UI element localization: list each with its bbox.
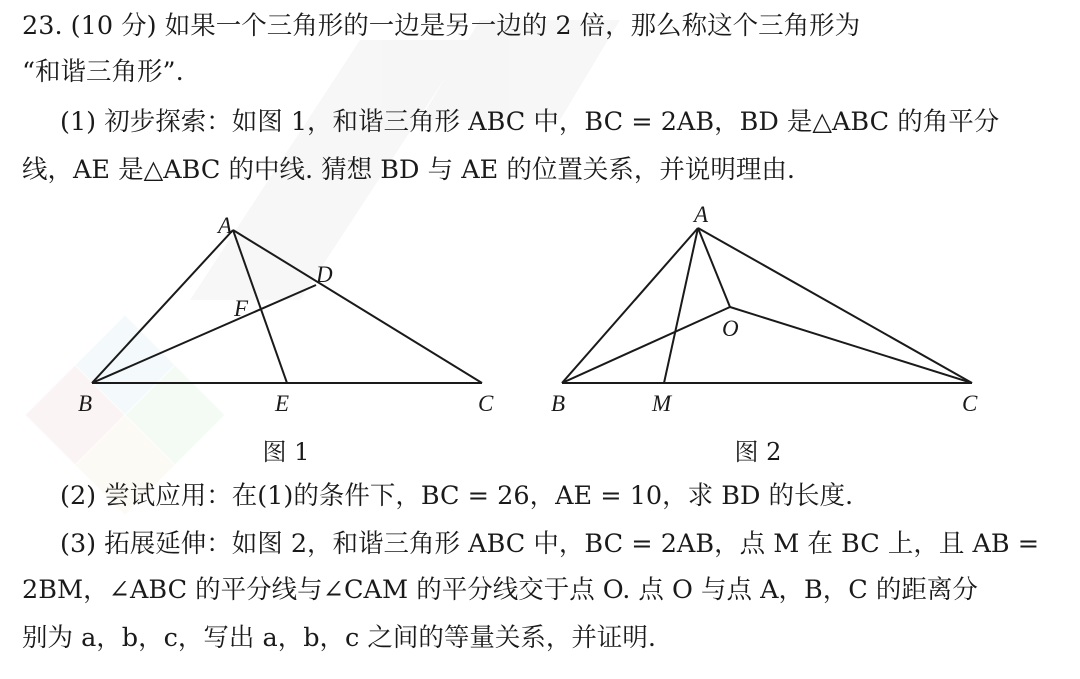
part1-line1: (1) 初步探索：如图 1，和谐三角形 ABC 中，BC = 2AB，BD 是△ABC 的角平分 [60, 107, 1000, 137]
figure2-caption: 图 2 [734, 438, 782, 466]
fig2-segment-ab [562, 228, 698, 383]
fig2-label-c: C [962, 391, 978, 416]
figure2-diagram [562, 228, 972, 383]
fig2-label-a: A [694, 202, 709, 227]
figure1-diagram [92, 230, 482, 383]
figure1-labels [78, 213, 494, 416]
fig2-segment-co [730, 307, 972, 383]
fig2-label-b: B [551, 391, 566, 416]
fig2-segment-ac [698, 228, 972, 383]
fig1-label-f: F [234, 296, 249, 321]
fig1-label-e: E [275, 391, 290, 416]
fig2-label-o: O [722, 316, 739, 341]
fig2-segment-bo [562, 307, 730, 383]
part3-line1: (3) 拓展延伸：如图 2，和谐三角形 ABC 中，BC = 2AB，点 M 在 BC 上，且 AB = [60, 529, 1040, 559]
fig1-label-a: A [218, 213, 233, 238]
fig1-segment-ab [92, 230, 233, 383]
fig1-segment-ac [233, 230, 482, 383]
problem-header-line2: “和谐三角形”. [22, 57, 184, 87]
fig1-label-b: B [78, 391, 93, 416]
part3-line2: 2BM，∠ABC 的平分线与∠CAM 的平分线交于点 O. 点 O 与点 A，B，C 的距离分 [22, 575, 978, 605]
fig2-label-m: M [652, 391, 672, 416]
part2-line: (2) 尝试应用：在(1)的条件下，BC = 26，AE = 10，求 BD 的长度. [60, 481, 854, 511]
part1-line2: 线，AE 是△ABC 的中线. 猜想 BD 与 AE 的位置关系，并说明理由. [22, 155, 795, 185]
fig2-segment-am [664, 228, 698, 383]
problem-header-line1: 23. (10 分) 如果一个三角形的一边是另一边的 2 倍，那么称这个三角形为 [22, 11, 861, 41]
part3-line3: 别为 a，b，c，写出 a，b，c 之间的等量关系，并证明. [22, 623, 657, 653]
fig2-segment-ao [698, 228, 730, 307]
fig1-label-d: D [316, 262, 333, 287]
fig1-label-c: C [478, 391, 494, 416]
figure1-caption: 图 1 [262, 438, 310, 466]
